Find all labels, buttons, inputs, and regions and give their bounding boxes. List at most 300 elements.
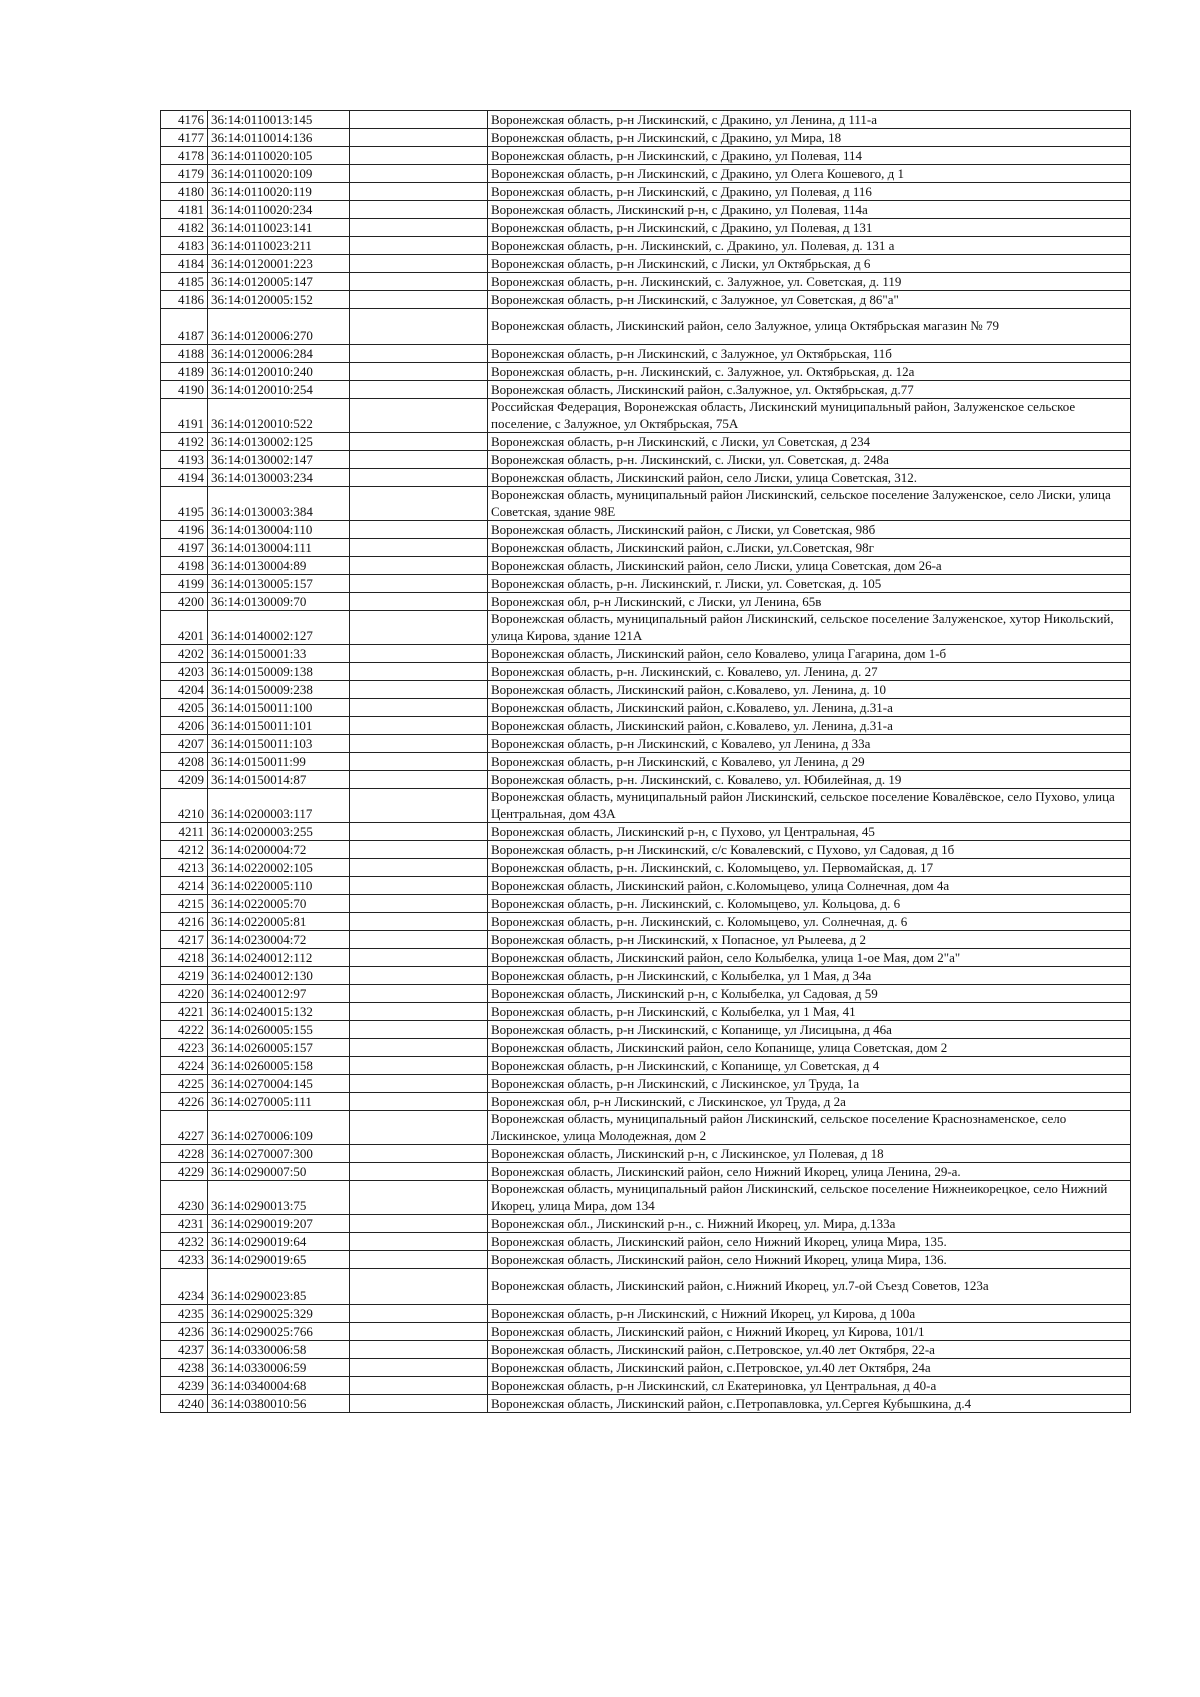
cadastral-number: 36:14:0380010:56 bbox=[208, 1395, 350, 1413]
table-row bbox=[161, 201, 1131, 219]
empty-cell bbox=[350, 717, 488, 735]
address: Воронежская обл, р-н Лискинский, с Лискинское, ул Труда, д 2а bbox=[488, 1093, 1131, 1111]
row-number: 4218 bbox=[161, 949, 208, 967]
table-row bbox=[161, 575, 1131, 593]
empty-cell bbox=[350, 611, 488, 645]
row-number: 4215 bbox=[161, 895, 208, 913]
empty-cell bbox=[350, 1075, 488, 1093]
empty-cell bbox=[350, 183, 488, 201]
address: Воронежская область, муниципальный район Лискинский, сельское поселение Залуженское, село Лиски, улица Советская, здание 98Е bbox=[488, 487, 1131, 521]
empty-cell bbox=[350, 967, 488, 985]
empty-cell bbox=[350, 165, 488, 183]
empty-cell bbox=[350, 735, 488, 753]
cadastral-number: 36:14:0290019:65 bbox=[208, 1251, 350, 1269]
cadastral-number: 36:14:0270005:111 bbox=[208, 1093, 350, 1111]
row-number: 4224 bbox=[161, 1057, 208, 1075]
cadastral-number: 36:14:0260005:155 bbox=[208, 1021, 350, 1039]
empty-cell bbox=[350, 1269, 488, 1305]
empty-cell bbox=[350, 841, 488, 859]
address: Воронежская область, Лискинский район, село Копанище, улица Советская, дом 2 bbox=[488, 1039, 1131, 1057]
row-number: 4188 bbox=[161, 345, 208, 363]
table-row bbox=[161, 363, 1131, 381]
cadastral-number: 36:14:0220002:105 bbox=[208, 859, 350, 877]
row-number: 4205 bbox=[161, 699, 208, 717]
row-number: 4199 bbox=[161, 575, 208, 593]
row-number: 4228 bbox=[161, 1145, 208, 1163]
cadastral-number: 36:14:0120006:270 bbox=[208, 309, 350, 345]
table-row bbox=[161, 1395, 1131, 1413]
row-number: 4211 bbox=[161, 823, 208, 841]
cadastral-number: 36:14:0290019:207 bbox=[208, 1215, 350, 1233]
address: Воронежская область, Лискинский район, с.Залужное, ул. Октябрьская, д.77 bbox=[488, 381, 1131, 399]
cadastral-number: 36:14:0330006:58 bbox=[208, 1341, 350, 1359]
empty-cell bbox=[350, 931, 488, 949]
row-number: 4209 bbox=[161, 771, 208, 789]
empty-cell bbox=[350, 645, 488, 663]
cadastral-number: 36:14:0270007:300 bbox=[208, 1145, 350, 1163]
row-number: 4220 bbox=[161, 985, 208, 1003]
row-number: 4216 bbox=[161, 913, 208, 931]
row-number: 4178 bbox=[161, 147, 208, 165]
address: Воронежская область, Лискинский р-н, с Пухово, ул Центральная, 45 bbox=[488, 823, 1131, 841]
empty-cell bbox=[350, 273, 488, 291]
cadastral-number: 36:14:0290007:50 bbox=[208, 1163, 350, 1181]
table-row bbox=[161, 1057, 1131, 1075]
address: Воронежская область, Лискинский р-н, с Лискинское, ул Полевая, д 18 bbox=[488, 1145, 1131, 1163]
table-row bbox=[161, 1163, 1131, 1181]
address: Воронежская область, р-н Лискинский, х Попасное, ул Рылеева, д 2 bbox=[488, 931, 1131, 949]
empty-cell bbox=[350, 877, 488, 895]
cadastral-number: 36:14:0260005:157 bbox=[208, 1039, 350, 1057]
row-number: 4219 bbox=[161, 967, 208, 985]
table-row bbox=[161, 433, 1131, 451]
cadastral-number: 36:14:0110014:136 bbox=[208, 129, 350, 147]
empty-cell bbox=[350, 1093, 488, 1111]
address: Воронежская область, р-н Лискинский, с Дракино, ул Ленина, д 111-а bbox=[488, 111, 1131, 129]
address: Российская Федерация, Воронежская область, Лискинский муниципальный район, Залуженское сельское поселение, с Залужное, ул Октябрьская, 75А bbox=[488, 399, 1131, 433]
row-number: 4190 bbox=[161, 381, 208, 399]
cadastral-number: 36:14:0120006:284 bbox=[208, 345, 350, 363]
address: Воронежская область, Лискинский район, село Нижний Икорец, улица Мира, 135. bbox=[488, 1233, 1131, 1251]
address: Воронежская область, Лискинский район, с.Ковалево, ул. Ленина, д.31-а bbox=[488, 699, 1131, 717]
address: Воронежская область, муниципальный район Лискинский, сельское поселение Нижнеикорецкое, село Нижний Икорец, улица Мира, дом 134 bbox=[488, 1181, 1131, 1215]
empty-cell bbox=[350, 1305, 488, 1323]
address: Воронежская обл, р-н Лискинский, с Лиски, ул Ленина, 65в bbox=[488, 593, 1131, 611]
registry-table-body bbox=[161, 111, 1131, 1413]
address: Воронежская область, р-н. Лискинский, с. Ковалево, ул. Юбилейная, д. 19 bbox=[488, 771, 1131, 789]
row-number: 4229 bbox=[161, 1163, 208, 1181]
table-row bbox=[161, 1251, 1131, 1269]
table-row bbox=[161, 291, 1131, 309]
row-number: 4202 bbox=[161, 645, 208, 663]
address: Воронежская область, Лискинский район, село Нижний Икорец, улица Мира, 136. bbox=[488, 1251, 1131, 1269]
cadastral-number: 36:14:0150011:99 bbox=[208, 753, 350, 771]
cadastral-number: 36:14:0130004:111 bbox=[208, 539, 350, 557]
table-row bbox=[161, 823, 1131, 841]
cadastral-number: 36:14:0150009:138 bbox=[208, 663, 350, 681]
row-number: 4200 bbox=[161, 593, 208, 611]
table-row bbox=[161, 273, 1131, 291]
cadastral-number: 36:14:0240012:130 bbox=[208, 967, 350, 985]
row-number: 4208 bbox=[161, 753, 208, 771]
cadastral-number: 36:14:0110013:145 bbox=[208, 111, 350, 129]
cadastral-number: 36:14:0290023:85 bbox=[208, 1269, 350, 1305]
row-number: 4226 bbox=[161, 1093, 208, 1111]
address: Воронежская область, р-н Лискинский, с Дракино, ул Полевая, д 116 bbox=[488, 183, 1131, 201]
cadastral-number: 36:14:0120005:147 bbox=[208, 273, 350, 291]
empty-cell bbox=[350, 1057, 488, 1075]
row-number: 4206 bbox=[161, 717, 208, 735]
empty-cell bbox=[350, 237, 488, 255]
row-number: 4189 bbox=[161, 363, 208, 381]
cadastral-number: 36:14:0130004:89 bbox=[208, 557, 350, 575]
empty-cell bbox=[350, 1003, 488, 1021]
table-row bbox=[161, 611, 1131, 645]
table-row bbox=[161, 1181, 1131, 1215]
empty-cell bbox=[350, 291, 488, 309]
row-number: 4234 bbox=[161, 1269, 208, 1305]
row-number: 4197 bbox=[161, 539, 208, 557]
empty-cell bbox=[350, 593, 488, 611]
table-row bbox=[161, 717, 1131, 735]
address: Воронежская область, р-н. Лискинский, с. Ковалево, ул. Ленина, д. 27 bbox=[488, 663, 1131, 681]
address: Воронежская область, р-н Лискинский, с Копанище, ул Лисицына, д 46а bbox=[488, 1021, 1131, 1039]
row-number: 4230 bbox=[161, 1181, 208, 1215]
row-number: 4240 bbox=[161, 1395, 208, 1413]
empty-cell bbox=[350, 521, 488, 539]
cadastral-number: 36:14:0290013:75 bbox=[208, 1181, 350, 1215]
empty-cell bbox=[350, 1163, 488, 1181]
row-number: 4212 bbox=[161, 841, 208, 859]
row-number: 4232 bbox=[161, 1233, 208, 1251]
row-number: 4227 bbox=[161, 1111, 208, 1145]
empty-cell bbox=[350, 1377, 488, 1395]
table-row bbox=[161, 877, 1131, 895]
address: Воронежская область, р-н. Лискинский, г. Лиски, ул. Советская, д. 105 bbox=[488, 575, 1131, 593]
empty-cell bbox=[350, 949, 488, 967]
table-row bbox=[161, 949, 1131, 967]
address: Воронежская область, р-н Лискинский, с Дракино, ул Олега Кошевого, д 1 bbox=[488, 165, 1131, 183]
empty-cell bbox=[350, 451, 488, 469]
row-number: 4184 bbox=[161, 255, 208, 273]
address: Воронежская область, р-н Лискинский, с Ковалево, ул Ленина, д 29 bbox=[488, 753, 1131, 771]
empty-cell bbox=[350, 399, 488, 433]
cadastral-number: 36:14:0220005:110 bbox=[208, 877, 350, 895]
cadastral-number: 36:14:0220005:81 bbox=[208, 913, 350, 931]
cadastral-number: 36:14:0240015:132 bbox=[208, 1003, 350, 1021]
cadastral-number: 36:14:0130003:234 bbox=[208, 469, 350, 487]
address: Воронежская область, Лискинский район, с.Петровское, ул.40 лет Октября, 24а bbox=[488, 1359, 1131, 1377]
table-row bbox=[161, 345, 1131, 363]
empty-cell bbox=[350, 557, 488, 575]
row-number: 4237 bbox=[161, 1341, 208, 1359]
row-number: 4207 bbox=[161, 735, 208, 753]
empty-cell bbox=[350, 345, 488, 363]
row-number: 4182 bbox=[161, 219, 208, 237]
cadastral-number: 36:14:0120010:240 bbox=[208, 363, 350, 381]
empty-cell bbox=[350, 147, 488, 165]
cadastral-number: 36:14:0150001:33 bbox=[208, 645, 350, 663]
table-row bbox=[161, 1039, 1131, 1057]
address: Воронежская область, р-н Лискинский, с Лискинское, ул Труда, 1а bbox=[488, 1075, 1131, 1093]
table-row bbox=[161, 539, 1131, 557]
row-number: 4201 bbox=[161, 611, 208, 645]
cadastral-number: 36:14:0110020:119 bbox=[208, 183, 350, 201]
address: Воронежская область, Лискинский район, с.Ковалево, ул. Ленина, д.31-а bbox=[488, 717, 1131, 735]
empty-cell bbox=[350, 1181, 488, 1215]
cadastral-number: 36:14:0110020:105 bbox=[208, 147, 350, 165]
cadastral-number: 36:14:0130009:70 bbox=[208, 593, 350, 611]
address: Воронежская область, р-н Лискинский, с Колыбелка, ул 1 Мая, д 34а bbox=[488, 967, 1131, 985]
row-number: 4210 bbox=[161, 789, 208, 823]
address: Воронежская область, Лискинский район, с.Коломыцево, улица Солнечная, дом 4а bbox=[488, 877, 1131, 895]
table-row bbox=[161, 309, 1131, 345]
empty-cell bbox=[350, 771, 488, 789]
table-row bbox=[161, 967, 1131, 985]
empty-cell bbox=[350, 1341, 488, 1359]
cadastral-number: 36:14:0110023:211 bbox=[208, 237, 350, 255]
cadastral-number: 36:14:0200004:72 bbox=[208, 841, 350, 859]
empty-cell bbox=[350, 1233, 488, 1251]
empty-cell bbox=[350, 823, 488, 841]
cadastral-number: 36:14:0150009:238 bbox=[208, 681, 350, 699]
address: Воронежская область, Лискинский район, с.Петровское, ул.40 лет Октября, 22-а bbox=[488, 1341, 1131, 1359]
row-number: 4177 bbox=[161, 129, 208, 147]
table-row bbox=[161, 219, 1131, 237]
address: Воронежская область, р-н. Лискинский, с. Коломыцево, ул. Первомайская, д. 17 bbox=[488, 859, 1131, 877]
cadastral-number: 36:14:0120001:223 bbox=[208, 255, 350, 273]
row-number: 4186 bbox=[161, 291, 208, 309]
empty-cell bbox=[350, 859, 488, 877]
address: Воронежская область, р-н Лискинский, с Лиски, ул Октябрьская, д 6 bbox=[488, 255, 1131, 273]
table-row bbox=[161, 255, 1131, 273]
row-number: 4191 bbox=[161, 399, 208, 433]
address: Воронежская область, Лискинский район, село Залужное, улица Октябрьская магазин № 79 bbox=[488, 309, 1131, 345]
cadastral-number: 36:14:0330006:59 bbox=[208, 1359, 350, 1377]
table-row bbox=[161, 699, 1131, 717]
empty-cell bbox=[350, 433, 488, 451]
table-row bbox=[161, 469, 1131, 487]
empty-cell bbox=[350, 699, 488, 717]
table-row bbox=[161, 1145, 1131, 1163]
empty-cell bbox=[350, 1395, 488, 1413]
cadastral-number: 36:14:0130004:110 bbox=[208, 521, 350, 539]
cadastral-number: 36:14:0130002:147 bbox=[208, 451, 350, 469]
address: Воронежская область, Лискинский район, с Нижний Икорец, ул Кирова, 101/1 bbox=[488, 1323, 1131, 1341]
table-row bbox=[161, 1323, 1131, 1341]
cadastral-number: 36:14:0200003:117 bbox=[208, 789, 350, 823]
address: Воронежская область, Лискинский район, с.Ковалево, ул. Ленина, д. 10 bbox=[488, 681, 1131, 699]
address: Воронежская область, р-н Лискинский, с Нижний Икорец, ул Кирова, д 100а bbox=[488, 1305, 1131, 1323]
row-number: 4236 bbox=[161, 1323, 208, 1341]
address: Воронежская область, Лискинский район, село Нижний Икорец, улица Ленина, 29-а. bbox=[488, 1163, 1131, 1181]
row-number: 4194 bbox=[161, 469, 208, 487]
empty-cell bbox=[350, 469, 488, 487]
address: Воронежская область, р-н Лискинский, сл Екатериновка, ул Центральная, д 40-а bbox=[488, 1377, 1131, 1395]
registry-table bbox=[160, 110, 1131, 1413]
table-row bbox=[161, 487, 1131, 521]
row-number: 4198 bbox=[161, 557, 208, 575]
cadastral-number: 36:14:0200003:255 bbox=[208, 823, 350, 841]
cadastral-number: 36:14:0110020:234 bbox=[208, 201, 350, 219]
address: Воронежская обл., Лискинский р-н., с. Нижний Икорец, ул. Мира, д.133а bbox=[488, 1215, 1131, 1233]
address: Воронежская область, р-н Лискинский, с Залужное, ул Советская, д 86"а" bbox=[488, 291, 1131, 309]
address: Воронежская область, Лискинский район, с Лиски, ул Советская, 98б bbox=[488, 521, 1131, 539]
cadastral-number: 36:14:0140002:127 bbox=[208, 611, 350, 645]
address: Воронежская область, Лискинский район, с.Лиски, ул.Советская, 98г bbox=[488, 539, 1131, 557]
cadastral-number: 36:14:0230004:72 bbox=[208, 931, 350, 949]
table-row bbox=[161, 183, 1131, 201]
row-number: 4179 bbox=[161, 165, 208, 183]
cadastral-number: 36:14:0120010:522 bbox=[208, 399, 350, 433]
address: Воронежская область, р-н. Лискинский, с. Лиски, ул. Советская, д. 248а bbox=[488, 451, 1131, 469]
table-row bbox=[161, 1233, 1131, 1251]
empty-cell bbox=[350, 381, 488, 399]
table-row bbox=[161, 1377, 1131, 1395]
row-number: 4193 bbox=[161, 451, 208, 469]
empty-cell bbox=[350, 539, 488, 557]
table-row bbox=[161, 645, 1131, 663]
address: Воронежская область, муниципальный район Лискинский, сельское поселение Залуженское, хутор Никольский, улица Кирова, здание 121А bbox=[488, 611, 1131, 645]
address: Воронежская область, муниципальный район Лискинский, сельское поселение Ковалёвское, село Пухово, улица Центральная, дом 43А bbox=[488, 789, 1131, 823]
row-number: 4213 bbox=[161, 859, 208, 877]
table-row bbox=[161, 399, 1131, 433]
row-number: 4192 bbox=[161, 433, 208, 451]
address: Воронежская область, р-н. Лискинский, с. Дракино, ул. Полевая, д. 131 а bbox=[488, 237, 1131, 255]
row-number: 4235 bbox=[161, 1305, 208, 1323]
empty-cell bbox=[350, 129, 488, 147]
cadastral-number: 36:14:0290025:766 bbox=[208, 1323, 350, 1341]
address: Воронежская область, р-н. Лискинский, с. Залужное, ул. Советская, д. 119 bbox=[488, 273, 1131, 291]
table-row bbox=[161, 985, 1131, 1003]
address: Воронежская область, Лискинский р-н, с Дракино, ул Полевая, 114а bbox=[488, 201, 1131, 219]
empty-cell bbox=[350, 1145, 488, 1163]
cadastral-number: 36:14:0240012:112 bbox=[208, 949, 350, 967]
cadastral-number: 36:14:0110020:109 bbox=[208, 165, 350, 183]
empty-cell bbox=[350, 753, 488, 771]
cadastral-number: 36:14:0120010:254 bbox=[208, 381, 350, 399]
address: Воронежская область, Лискинский район, с.Нижний Икорец, ул.7-ой Съезд Советов, 123а bbox=[488, 1269, 1131, 1305]
table-row bbox=[161, 735, 1131, 753]
table-row bbox=[161, 913, 1131, 931]
empty-cell bbox=[350, 255, 488, 273]
empty-cell bbox=[350, 201, 488, 219]
address: Воронежская область, Лискинский р-н, с Колыбелка, ул Садовая, д 59 bbox=[488, 985, 1131, 1003]
row-number: 4183 bbox=[161, 237, 208, 255]
address: Воронежская область, Лискинский район, с.Петропавловка, ул.Сергея Кубышкина, д.4 bbox=[488, 1395, 1131, 1413]
table-row bbox=[161, 771, 1131, 789]
address: Воронежская область, Лискинский район, село Колыбелка, улица 1-ое Мая, дом 2"а" bbox=[488, 949, 1131, 967]
table-row bbox=[161, 931, 1131, 949]
table-row bbox=[161, 753, 1131, 771]
empty-cell bbox=[350, 681, 488, 699]
address: Воронежская область, Лискинский район, село Ковалево, улица Гагарина, дом 1-б bbox=[488, 645, 1131, 663]
row-number: 4185 bbox=[161, 273, 208, 291]
address: Воронежская область, р-н. Лискинский, с. Коломыцево, ул. Солнечная, д. 6 bbox=[488, 913, 1131, 931]
table-row bbox=[161, 129, 1131, 147]
row-number: 4176 bbox=[161, 111, 208, 129]
cadastral-number: 36:14:0110023:141 bbox=[208, 219, 350, 237]
table-row bbox=[161, 521, 1131, 539]
row-number: 4223 bbox=[161, 1039, 208, 1057]
cadastral-number: 36:14:0240012:97 bbox=[208, 985, 350, 1003]
address: Воронежская область, р-н. Лискинский, с. Коломыцево, ул. Кольцова, д. 6 bbox=[488, 895, 1131, 913]
address: Воронежская область, р-н Лискинский, с Дракино, ул Полевая, д 131 bbox=[488, 219, 1131, 237]
table-row bbox=[161, 237, 1131, 255]
cadastral-number: 36:14:0150014:87 bbox=[208, 771, 350, 789]
empty-cell bbox=[350, 575, 488, 593]
row-number: 4203 bbox=[161, 663, 208, 681]
address: Воронежская область, Лискинский район, село Лиски, улица Советская, дом 26-а bbox=[488, 557, 1131, 575]
row-number: 4221 bbox=[161, 1003, 208, 1021]
table-row bbox=[161, 147, 1131, 165]
cadastral-number: 36:14:0150011:100 bbox=[208, 699, 350, 717]
empty-cell bbox=[350, 363, 488, 381]
row-number: 4180 bbox=[161, 183, 208, 201]
row-number: 4217 bbox=[161, 931, 208, 949]
cadastral-number: 36:14:0130003:384 bbox=[208, 487, 350, 521]
empty-cell bbox=[350, 1323, 488, 1341]
table-row bbox=[161, 681, 1131, 699]
empty-cell bbox=[350, 1111, 488, 1145]
row-number: 4231 bbox=[161, 1215, 208, 1233]
cadastral-number: 36:14:0290025:329 bbox=[208, 1305, 350, 1323]
address: Воронежская область, муниципальный район Лискинский, сельское поселение Краснознаменское, село Лискинское, улица Молодежная, дом 2 bbox=[488, 1111, 1131, 1145]
table-row bbox=[161, 1075, 1131, 1093]
empty-cell bbox=[350, 895, 488, 913]
table-row bbox=[161, 663, 1131, 681]
cadastral-number: 36:14:0130002:125 bbox=[208, 433, 350, 451]
row-number: 4204 bbox=[161, 681, 208, 699]
table-row bbox=[161, 1269, 1131, 1305]
row-number: 4225 bbox=[161, 1075, 208, 1093]
table-row bbox=[161, 859, 1131, 877]
empty-cell bbox=[350, 1251, 488, 1269]
cadastral-number: 36:14:0150011:101 bbox=[208, 717, 350, 735]
address: Воронежская область, р-н Лискинский, с Лиски, ул Советская, д 234 bbox=[488, 433, 1131, 451]
empty-cell bbox=[350, 487, 488, 521]
table-row bbox=[161, 593, 1131, 611]
empty-cell bbox=[350, 663, 488, 681]
cadastral-number: 36:14:0120005:152 bbox=[208, 291, 350, 309]
table-row bbox=[161, 895, 1131, 913]
table-row bbox=[161, 557, 1131, 575]
table-row bbox=[161, 451, 1131, 469]
table-row bbox=[161, 165, 1131, 183]
address: Воронежская область, р-н Лискинский, с Колыбелка, ул 1 Мая, 41 bbox=[488, 1003, 1131, 1021]
cadastral-number: 36:14:0220005:70 bbox=[208, 895, 350, 913]
address: Воронежская область, р-н. Лискинский, с. Залужное, ул. Октябрьская, д. 12а bbox=[488, 363, 1131, 381]
row-number: 4181 bbox=[161, 201, 208, 219]
row-number: 4196 bbox=[161, 521, 208, 539]
table-row bbox=[161, 1341, 1131, 1359]
empty-cell bbox=[350, 1359, 488, 1377]
table-row bbox=[161, 111, 1131, 129]
table-row bbox=[161, 789, 1131, 823]
address: Воронежская область, р-н Лискинский, с Дракино, ул Мира, 18 bbox=[488, 129, 1131, 147]
cadastral-number: 36:14:0290019:64 bbox=[208, 1233, 350, 1251]
address: Воронежская область, р-н Лискинский, с Копанище, ул Советская, д 4 bbox=[488, 1057, 1131, 1075]
empty-cell bbox=[350, 111, 488, 129]
table-row bbox=[161, 1215, 1131, 1233]
cadastral-number: 36:14:0130005:157 bbox=[208, 575, 350, 593]
row-number: 4222 bbox=[161, 1021, 208, 1039]
address: Воронежская область, р-н Лискинский, с Ковалево, ул Ленина, д 33а bbox=[488, 735, 1131, 753]
table-row bbox=[161, 841, 1131, 859]
cadastral-number: 36:14:0270006:109 bbox=[208, 1111, 350, 1145]
row-number: 4239 bbox=[161, 1377, 208, 1395]
empty-cell bbox=[350, 1021, 488, 1039]
